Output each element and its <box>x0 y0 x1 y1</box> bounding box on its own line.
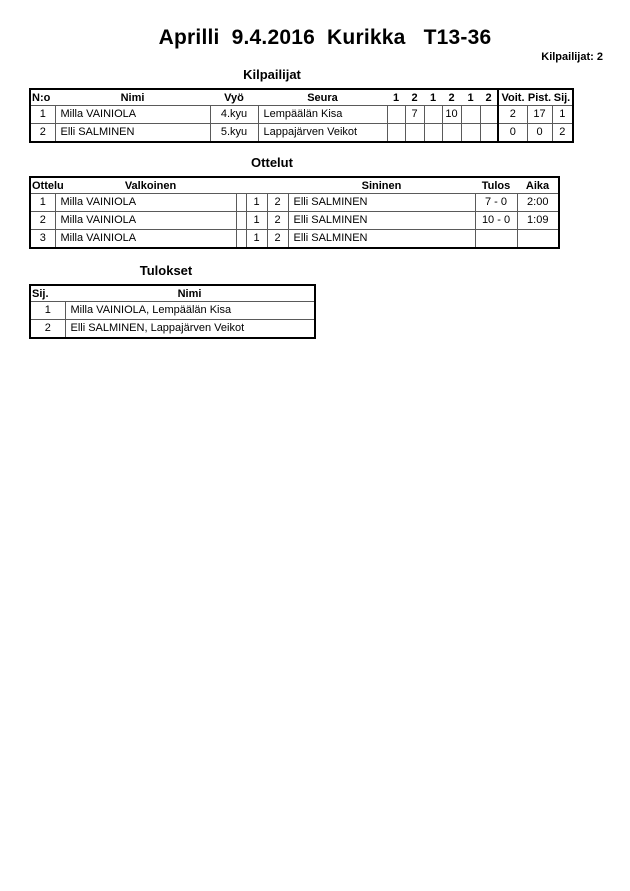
cell-sij: 2 <box>30 320 65 339</box>
cell-aika <box>517 230 559 249</box>
cell-aika: 1:09 <box>517 212 559 230</box>
cell-valkoinen: Milla VAINIOLA <box>55 194 236 212</box>
result-row <box>30 302 315 320</box>
cell-nimi: Elli SALMINEN, Lappajärven Veikot <box>65 320 315 339</box>
col-header-vyo: Vyö <box>210 89 258 106</box>
section-heading-ottelut: Ottelut <box>251 155 293 170</box>
cell-sij: 1 <box>552 106 573 124</box>
competitor-row <box>30 106 573 124</box>
cell-match-no: 3 <box>30 230 55 249</box>
cell-blue-no: 2 <box>267 194 288 212</box>
cell-tulos <box>475 230 517 249</box>
cell-match-no: 1 <box>30 194 55 212</box>
section-heading-kilpailijat: Kilpailijat <box>243 67 301 82</box>
cell-voit: 2 <box>498 106 527 124</box>
match-row <box>30 212 559 230</box>
col-header-blue-no <box>267 177 288 194</box>
cell-white-no: 1 <box>246 212 267 230</box>
col-header-valkoinen: Valkoinen <box>55 177 246 194</box>
cell-vyo: 4.kyu <box>210 106 258 124</box>
col-header-nimi: Nimi <box>55 89 210 106</box>
cell-tulos: 10 - 0 <box>475 212 517 230</box>
cell-score6 <box>480 106 498 124</box>
cell-score5 <box>461 106 480 124</box>
competitors-count-label: Kilpailijat: 2 <box>541 51 603 63</box>
cell-sininen: Elli SALMINEN <box>288 212 475 230</box>
cell-spacer <box>236 212 246 230</box>
col-header-score4: 2 <box>442 89 461 106</box>
match-row <box>30 230 559 249</box>
matches-table <box>29 176 560 249</box>
cell-score3 <box>424 106 442 124</box>
section-heading-tulokset: Tulokset <box>139 263 193 278</box>
result-row <box>30 320 315 339</box>
cell-voit: 0 <box>498 124 527 143</box>
col-header-no: N:o <box>30 89 55 106</box>
cell-score1 <box>387 106 405 124</box>
cell-sij: 1 <box>30 302 65 320</box>
cell-sininen: Elli SALMINEN <box>288 230 475 249</box>
cell-spacer <box>236 194 246 212</box>
competitors-header-row <box>30 89 573 106</box>
match-row <box>30 194 559 212</box>
competitor-row <box>30 124 573 143</box>
col-header-score6: 2 <box>480 89 498 106</box>
cell-match-no: 2 <box>30 212 55 230</box>
col-header-pist: Pist. <box>527 89 552 106</box>
col-header-nimi: Nimi <box>65 285 315 302</box>
col-header-sij: Sij. <box>552 89 573 106</box>
cell-score2: 7 <box>405 106 424 124</box>
col-header-voit: Voit. <box>498 89 527 106</box>
cell-score4: 10 <box>442 106 461 124</box>
cell-seura: Lempäälän Kisa <box>258 106 387 124</box>
cell-tulos: 7 - 0 <box>475 194 517 212</box>
cell-pist: 0 <box>527 124 552 143</box>
results-table <box>29 284 316 339</box>
cell-vyo: 5.kyu <box>210 124 258 143</box>
cell-score5 <box>461 124 480 143</box>
cell-score3 <box>424 124 442 143</box>
col-header-aika: Aika <box>517 177 559 194</box>
cell-nimi: Elli SALMINEN <box>55 124 210 143</box>
cell-score6 <box>480 124 498 143</box>
cell-nimi: Milla VAINIOLA, Lempäälän Kisa <box>65 302 315 320</box>
cell-sij: 2 <box>552 124 573 143</box>
cell-score1 <box>387 124 405 143</box>
col-header-seura: Seura <box>258 89 387 106</box>
cell-nimi: Milla VAINIOLA <box>55 106 210 124</box>
cell-valkoinen: Milla VAINIOLA <box>55 230 236 249</box>
col-header-score5: 1 <box>461 89 480 106</box>
matches-header-row <box>30 177 559 194</box>
cell-seura: Lappajärven Veikot <box>258 124 387 143</box>
cell-white-no: 1 <box>246 194 267 212</box>
competitors-table <box>29 88 574 143</box>
cell-sininen: Elli SALMINEN <box>288 194 475 212</box>
col-header-score2: 2 <box>405 89 424 106</box>
col-header-sininen: Sininen <box>288 177 475 194</box>
col-header-sij: Sij. <box>30 285 65 302</box>
cell-no: 2 <box>30 124 55 143</box>
col-header-score1: 1 <box>387 89 405 106</box>
col-header-white-no <box>246 177 267 194</box>
cell-blue-no: 2 <box>267 230 288 249</box>
cell-score2 <box>405 124 424 143</box>
cell-blue-no: 2 <box>267 212 288 230</box>
cell-white-no: 1 <box>246 230 267 249</box>
cell-score4 <box>442 124 461 143</box>
cell-no: 1 <box>30 106 55 124</box>
cell-spacer <box>236 230 246 249</box>
results-header-row <box>30 285 315 302</box>
cell-pist: 17 <box>527 106 552 124</box>
col-header-score3: 1 <box>424 89 442 106</box>
page-title: Aprilli 9.4.2016 Kurikka T13-36 <box>158 26 492 49</box>
col-header-tulos: Tulos <box>475 177 517 194</box>
col-header-ottelu: Ottelu <box>30 177 55 194</box>
cell-valkoinen: Milla VAINIOLA <box>55 212 236 230</box>
cell-aika: 2:00 <box>517 194 559 212</box>
